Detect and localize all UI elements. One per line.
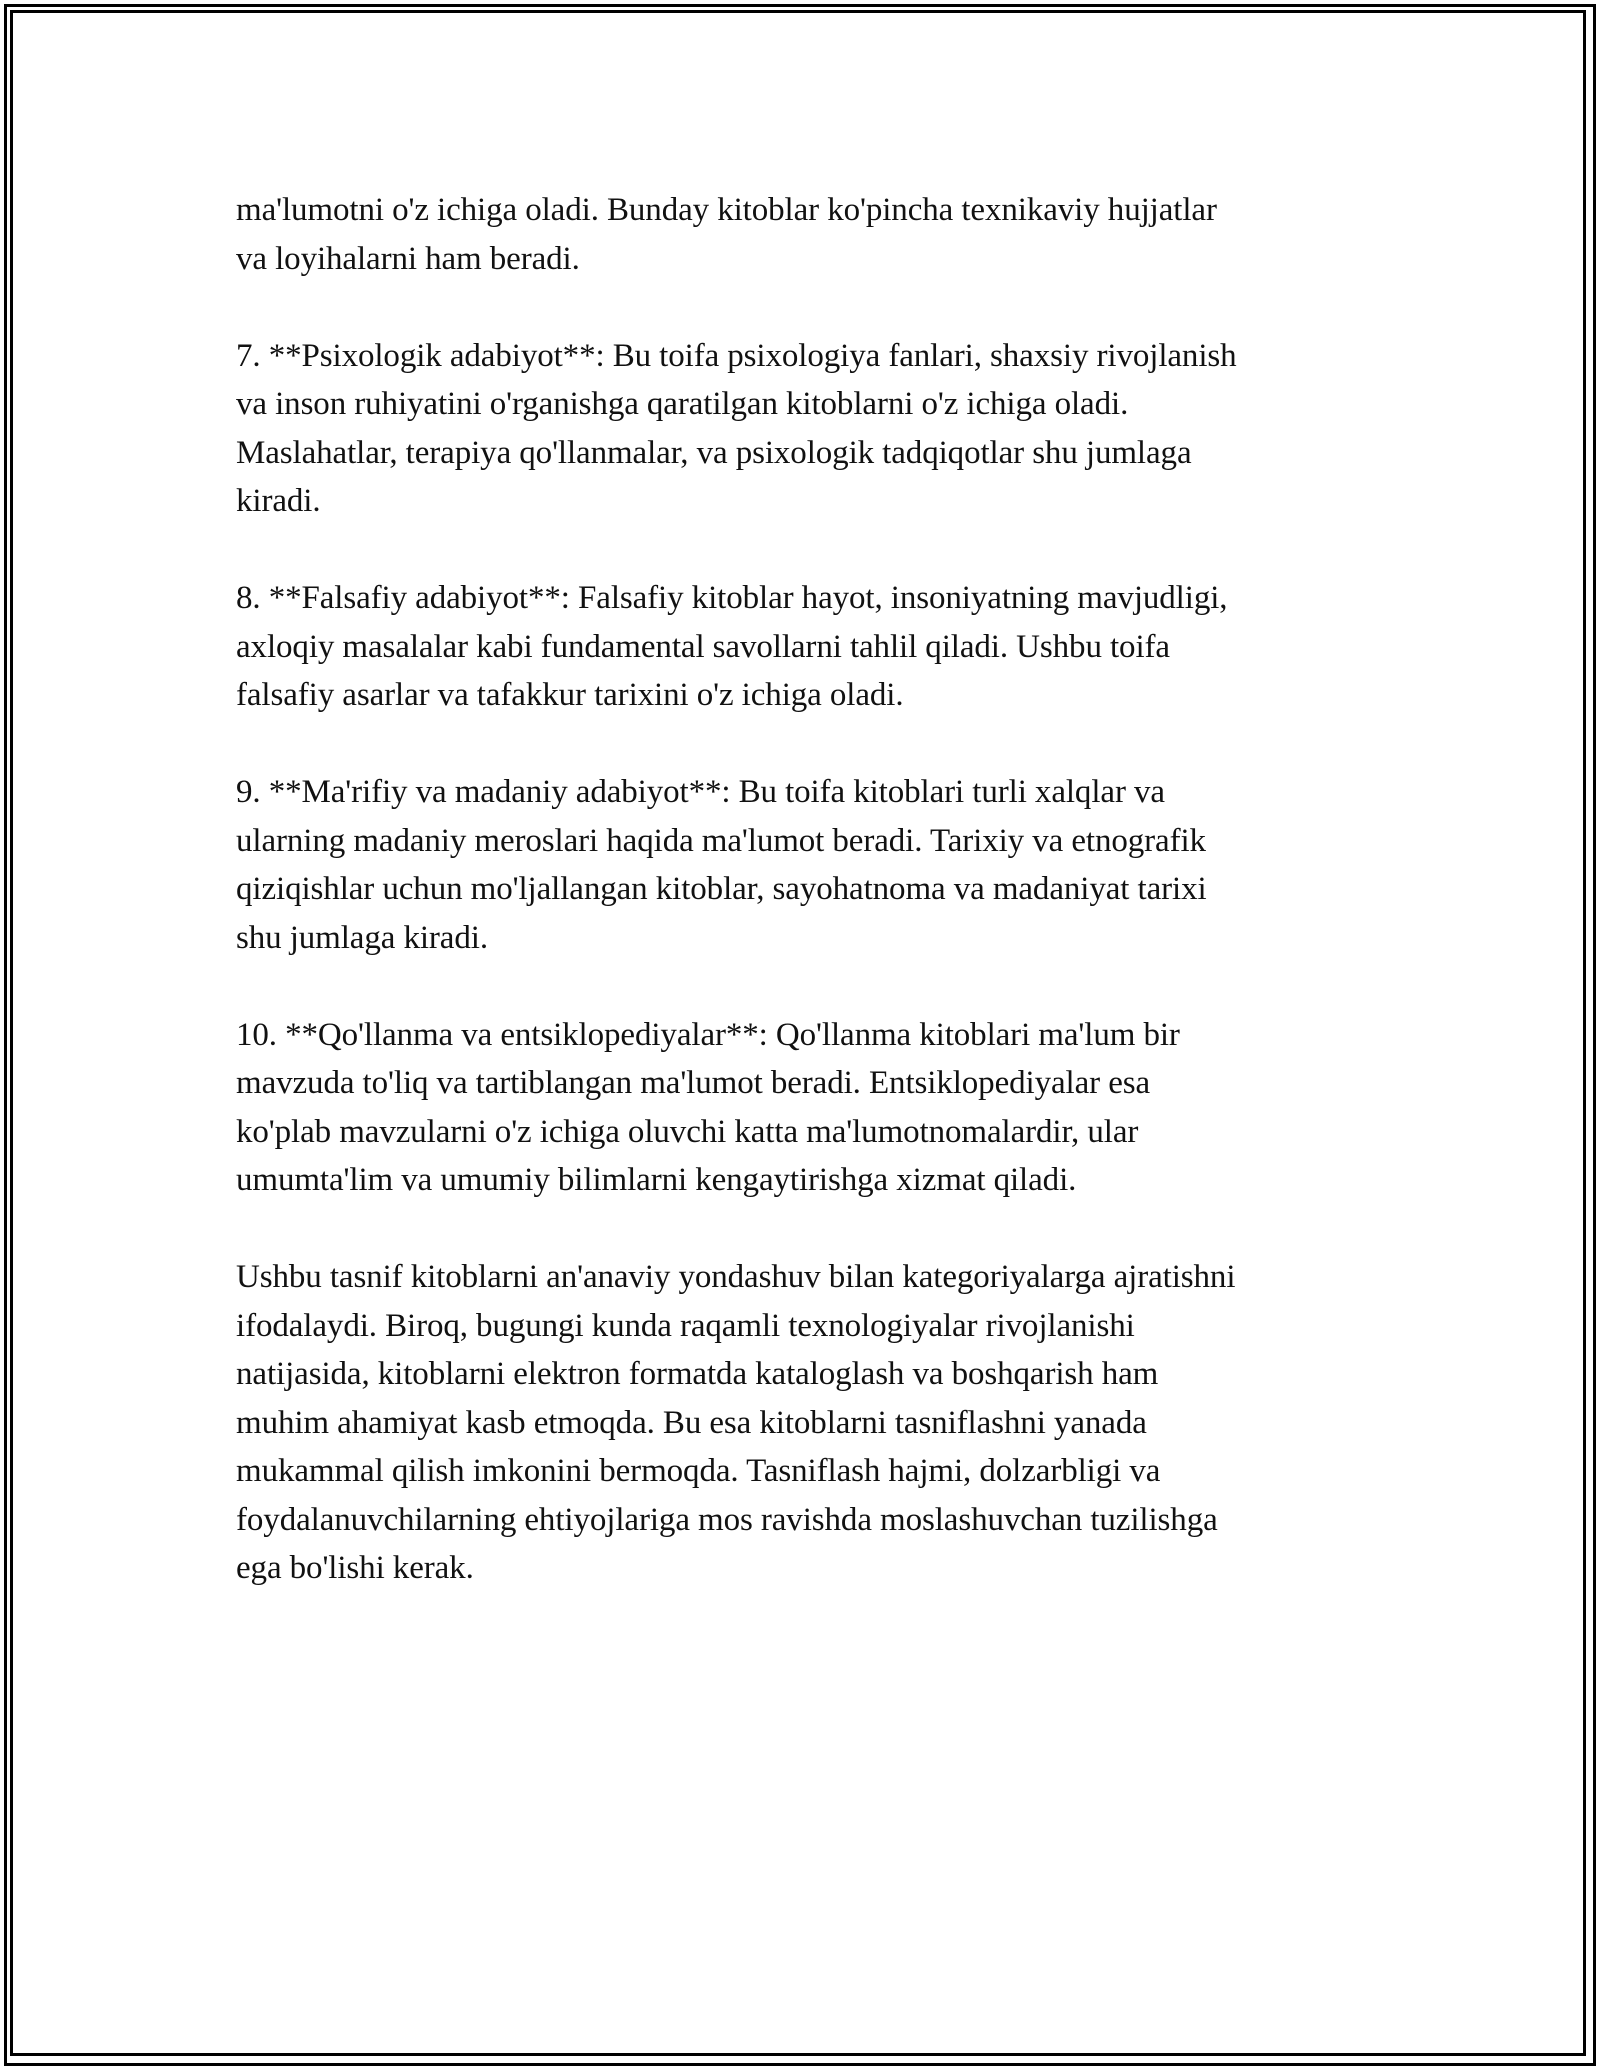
paragraph-continuation: ma'lumotni o'z ichiga oladi. Bunday kitoblar ko'pincha texnikaviy hujjatlar va loyihalarni ham beradi.: [236, 192, 1217, 277]
paragraph-psixologik-adabiyot: 7. **Psixologik adabiyot**: Bu toifa psixologiya fanlari, shaxsiy rivojlanish va inson ruhiyatini o'rganishga qaratilgan kitoblarni o'z ichiga oladi. Maslahatlar, terapiya qo'llanmalar, va psixologik tadqiqotlar shu jumlaga kiradi.: [236, 337, 1237, 519]
document-body: [236, 186, 1376, 1641]
paragraph-falsafiy-adabiyot: 8. **Falsafiy adabiyot**: Falsafiy kitoblar hayot, insoniyatning mavjudligi, axloqiy masalalar kabi fundamental savollarni tahlil qiladi. Ushbu toifa falsafiy asarlar va tafakkur tarixini o'z ichiga oladi.: [236, 580, 1228, 713]
paragraph-marifiy-madaniy-adabiyot: 9. **Ma'rifiy va madaniy adabiyot**: Bu toifa kitoblari turli xalqlar va ularning madaniy meroslari haqida ma'lumot beradi. Tarixiy va etnografik qiziqishlar uchun mo'ljallangan kitoblar, sayohatnoma va madaniyat tarixi shu jumlaga kiradi.: [236, 774, 1207, 956]
paragraph-qollanma-entsiklopediyalar: 10. **Qo'llanma va entsiklopediyalar**: Qo'llanma kitoblari ma'lum bir mavzuda to'liq va tartiblangan ma'lumot beradi. Entsiklopediyalar esa ko'plab mavzularni o'z ichiga oluvchi katta ma'lumotnomalardir, ular umumta'lim va umumiy bilimlarni kengaytirishga xizmat qiladi.: [236, 1016, 1180, 1198]
paragraph-conclusion: Ushbu tasnif kitoblarni an'anaviy yondashuv bilan kategoriyalarga ajratishni ifodalaydi. Biroq, bugungi kunda raqamli texnologiyalar rivojlanishi natijasida, kitoblarni elektron formatda kataloglash va boshqarish ham muhim ahamiyat kasb etmoqda. Bu esa kitoblarni tasniflashni yanada mukammal qilish imkonini bermoqda. Tasniflash hajmi, dolzarbligi va foydalanuvchilarning ehtiyojlariga mos ravishda moslashuvchan tuzilishga ega bo'lishi kerak.: [236, 1259, 1236, 1586]
